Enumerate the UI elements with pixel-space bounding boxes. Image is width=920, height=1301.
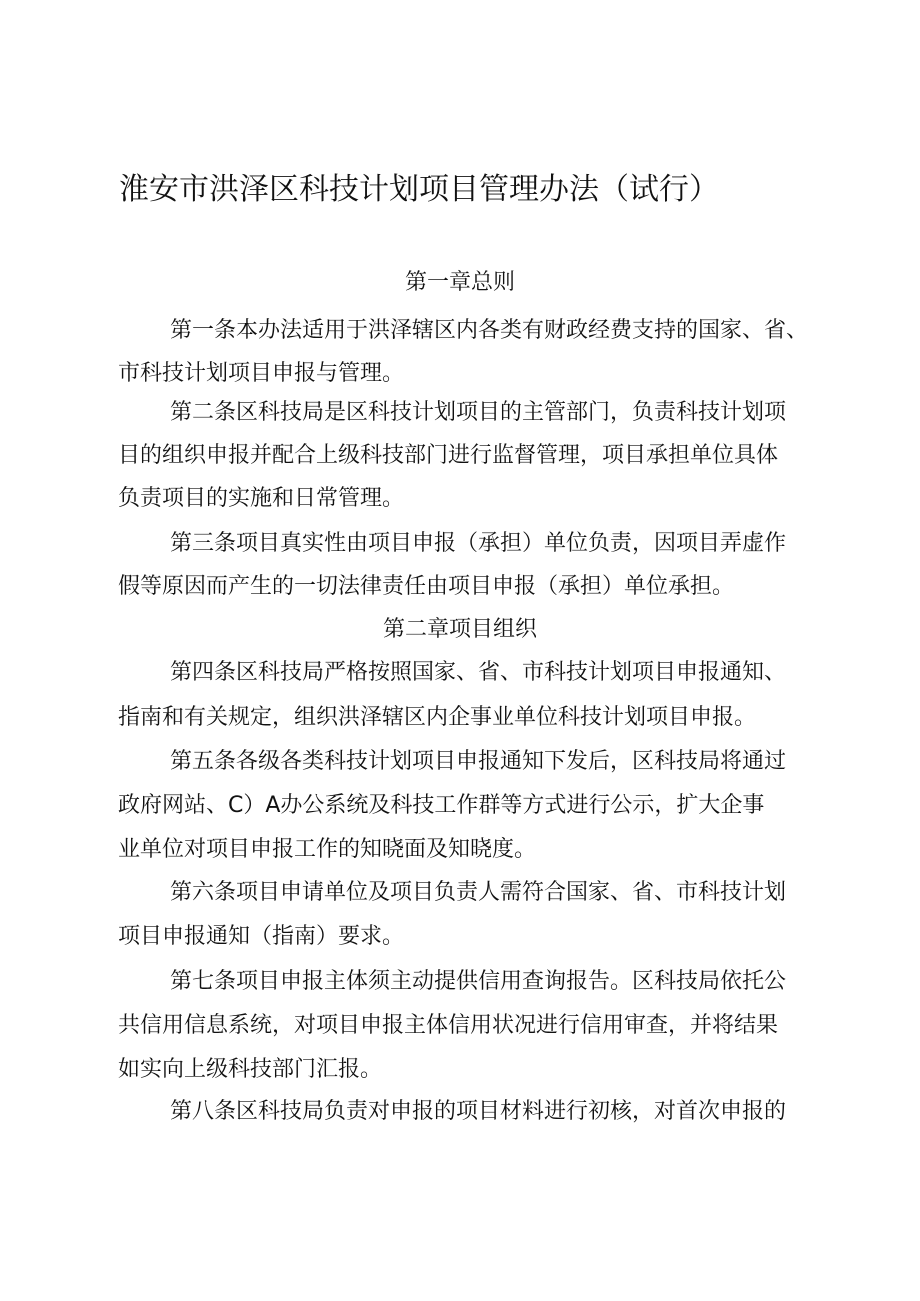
paragraph-7-line-3: 如实向上级科技部门汇报。 [118,1057,383,1082]
document-title: 淮安市洪泽区科技计划项目管理办法（试行） [119,172,719,207]
paragraph-2-line-2: 目的组织申报并配合上级科技部门进行监督管理，项目承担单位具体 [118,443,779,468]
paragraph-5-line-3: 业单位对项目申报工作的知晓面及知晓度。 [118,837,537,862]
paragraph-4-line-1: 第四条区科技局严格按照国家、省、市科技计划项目申报通知、 [170,660,787,685]
paragraph-5-line-1: 第五条各级各类科技计划项目申报通知下发后，区科技局将通过 [170,749,787,774]
paragraph-6-line-1: 第六条项目申请单位及项目负责人需符合国家、省、市科技计划 [170,880,787,905]
paragraph-7-line-1: 第七条项目申报主体须主动提供信用查询报告。区科技局依托公 [170,969,787,994]
paragraph-3-line-2: 假等原因而产生的一切法律责任由项目申报（承担）单位承担。 [118,574,735,599]
paragraph-1-line-1: 第一条本办法适用于洪泽辖区内各类有财政经费支持的国家、省、 [170,318,809,343]
paragraph-3-line-1: 第三条项目真实性由项目申报（承担）单位负责，因项目弄虚作 [170,531,787,556]
paragraph-5-line-2: 政府网站、C）A办公系统及科技工作群等方式进行公示，扩大企事 [118,793,765,818]
paragraph-7-line-2: 共信用信息系统，对项目申报主体信用状况进行信用审查，并将结果 [118,1013,779,1038]
chapter-heading-1: 第一章总则 [404,270,515,295]
paragraph-2-line-3: 负责项目的实施和日常管理。 [118,486,405,511]
paragraph-1-line-2: 市科技计划项目申报与管理。 [118,361,405,386]
chapter-heading-2: 第二章项目组织 [382,617,537,642]
paragraph-2-line-1: 第二条区科技局是区科技计划项目的主管部门，负责科技计划项 [170,400,787,425]
paragraph-4-line-2: 指南和有关规定，组织洪泽辖区内企事业单位科技计划项目申报。 [118,705,757,730]
paragraph-8-line-1: 第八条区科技局负责对申报的项目材料进行初核，对首次申报的 [170,1099,787,1124]
paragraph-6-line-2: 项目申报通知（指南）要求。 [118,924,405,949]
